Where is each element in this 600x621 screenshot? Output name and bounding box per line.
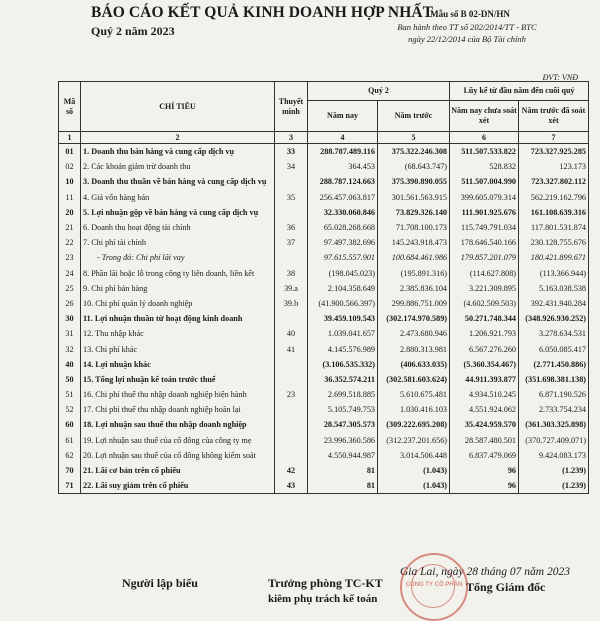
col-header-quarter-prev-year: Năm trước bbox=[378, 101, 450, 132]
row-ytd-prev-year: 723.327.925.285 bbox=[519, 144, 589, 160]
row-label: 17. Chi phí thuế thu nhập doanh nghiệp hoãn lại bbox=[81, 402, 275, 417]
row-note: 36 bbox=[275, 220, 308, 235]
row-code: 26 bbox=[59, 296, 81, 311]
row-ytd-this-year: 35.424.959.570 bbox=[450, 417, 519, 432]
row-quarter-prev-year: (195.891.316) bbox=[378, 266, 450, 281]
form-regulation: Ban hành theo TT số 202/2014/TT - BTC bbox=[397, 22, 537, 32]
row-note bbox=[275, 402, 308, 417]
col-number: 2 bbox=[81, 132, 275, 144]
row-code: 60 bbox=[59, 417, 81, 432]
row-quarter-prev-year: 1.030.416.103 bbox=[378, 402, 450, 417]
row-code: 20 bbox=[59, 205, 81, 220]
col-header-ytd-this-year: Năm nay chưa soát xét bbox=[450, 101, 519, 132]
row-note: 39.b bbox=[275, 296, 308, 311]
table-row bbox=[59, 478, 589, 494]
row-ytd-prev-year: (348.926.930.252) bbox=[519, 311, 589, 326]
col-header-quarter: Quý 2 bbox=[308, 82, 450, 101]
row-code: 23 bbox=[59, 250, 81, 265]
row-code: 30 bbox=[59, 311, 81, 326]
row-code: 61 bbox=[59, 433, 81, 448]
row-quarter-prev-year: 5.610.675.481 bbox=[378, 387, 450, 402]
col-header-ytd-prev-year: Năm trước đã soát xét bbox=[519, 101, 589, 132]
row-quarter-this-year: 97.615.557.901 bbox=[308, 250, 378, 265]
row-ytd-prev-year: 392.431.940.284 bbox=[519, 296, 589, 311]
row-quarter-this-year: (41.900.566.397) bbox=[308, 296, 378, 311]
row-ytd-this-year: 511.507.004.990 bbox=[450, 174, 519, 189]
row-ytd-prev-year: 562.219.162.796 bbox=[519, 190, 589, 205]
row-label: 14. Lợi nhuận khác bbox=[81, 357, 275, 372]
row-quarter-prev-year: (312.237.201.656) bbox=[378, 433, 450, 448]
income-statement-table bbox=[58, 81, 589, 494]
col-number: 5 bbox=[378, 132, 450, 144]
col-header-note: Thuyết minh bbox=[275, 82, 308, 132]
row-quarter-this-year: 4.550.944.987 bbox=[308, 448, 378, 463]
row-quarter-prev-year: (302.581.603.624) bbox=[378, 372, 450, 387]
col-number: 1 bbox=[59, 132, 81, 144]
row-ytd-prev-year: 6.050.085.417 bbox=[519, 341, 589, 356]
row-ytd-prev-year: (361.303.325.898) bbox=[519, 417, 589, 432]
col-header-ytd: Lũy kế từ đầu năm đến cuối quý bbox=[450, 82, 589, 101]
row-code: 52 bbox=[59, 402, 81, 417]
row-code: 24 bbox=[59, 266, 81, 281]
row-note bbox=[275, 311, 308, 326]
row-note bbox=[275, 174, 308, 189]
row-ytd-this-year: 96 bbox=[450, 463, 519, 478]
row-note: 42 bbox=[275, 463, 308, 478]
table-row bbox=[59, 372, 589, 387]
row-label: 13. Chi phí khác bbox=[81, 341, 275, 356]
row-note bbox=[275, 357, 308, 372]
row-quarter-prev-year: 301.561.563.915 bbox=[378, 190, 450, 205]
table-row bbox=[59, 235, 589, 250]
row-quarter-prev-year: 2.473.680.946 bbox=[378, 326, 450, 341]
row-ytd-this-year: 179.857.201.079 bbox=[450, 250, 519, 265]
row-code: 11 bbox=[59, 190, 81, 205]
seal-text: CÔNG TY CỔ PHẦN bbox=[405, 582, 463, 588]
row-quarter-prev-year: (1.043) bbox=[378, 463, 450, 478]
table-row bbox=[59, 220, 589, 235]
row-note bbox=[275, 433, 308, 448]
row-ytd-prev-year: 230.128.755.676 bbox=[519, 235, 589, 250]
table-row bbox=[59, 402, 589, 417]
table-row bbox=[59, 190, 589, 205]
row-note bbox=[275, 448, 308, 463]
row-quarter-this-year: 36.352.574.211 bbox=[308, 372, 378, 387]
row-quarter-this-year: 288.787.124.663 bbox=[308, 174, 378, 189]
row-note: 41 bbox=[275, 341, 308, 356]
table-row bbox=[59, 266, 589, 281]
row-code: 62 bbox=[59, 448, 81, 463]
row-ytd-this-year: 44.911.393.877 bbox=[450, 372, 519, 387]
col-number: 7 bbox=[519, 132, 589, 144]
company-seal bbox=[400, 553, 468, 621]
row-note: 39.a bbox=[275, 281, 308, 296]
row-label: 19. Lợi nhuận sau thuế của cổ đông của công ty mẹ bbox=[81, 433, 275, 448]
row-ytd-this-year: 511.507.533.822 bbox=[450, 144, 519, 160]
row-label: 12. Thu nhập khác bbox=[81, 326, 275, 341]
row-ytd-this-year: 399.605.079.314 bbox=[450, 190, 519, 205]
row-ytd-prev-year: 180.421.899.671 bbox=[519, 250, 589, 265]
signature-chief-accountant-sub: kiêm phụ trách kế toán bbox=[268, 593, 378, 605]
signature-director: Tổng Giám đốc bbox=[466, 580, 546, 594]
row-quarter-prev-year: 100.684.461.986 bbox=[378, 250, 450, 265]
row-ytd-prev-year: 5.163.038.538 bbox=[519, 281, 589, 296]
row-note: 40 bbox=[275, 326, 308, 341]
col-header-code: Mã số bbox=[59, 82, 81, 132]
row-quarter-this-year: 81 bbox=[308, 463, 378, 478]
row-note bbox=[275, 250, 308, 265]
row-ytd-prev-year: (113.366.944) bbox=[519, 266, 589, 281]
row-ytd-this-year: 4.934.510.245 bbox=[450, 387, 519, 402]
row-note: 35 bbox=[275, 190, 308, 205]
row-label: 6. Doanh thu hoạt động tài chính bbox=[81, 220, 275, 235]
row-note bbox=[275, 372, 308, 387]
row-label: 21. Lãi cơ bản trên cổ phiếu bbox=[81, 463, 275, 478]
row-label: 10. Chi phí quản lý doanh nghiệp bbox=[81, 296, 275, 311]
row-ytd-prev-year: 3.278.634.531 bbox=[519, 326, 589, 341]
row-label: 8. Phần lãi hoặc lỗ trong công ty liên doanh, liên kết bbox=[81, 266, 275, 281]
row-code: 71 bbox=[59, 478, 81, 494]
table-row bbox=[59, 433, 589, 448]
row-ytd-this-year: 1.206.921.793 bbox=[450, 326, 519, 341]
table-row bbox=[59, 357, 589, 372]
row-ytd-this-year: 3.221.309.895 bbox=[450, 281, 519, 296]
row-quarter-this-year: 1.039.041.657 bbox=[308, 326, 378, 341]
row-quarter-prev-year: (302.174.970.589) bbox=[378, 311, 450, 326]
table-row bbox=[59, 205, 589, 220]
row-quarter-this-year: 256.457.063.817 bbox=[308, 190, 378, 205]
row-quarter-this-year: 5.105.749.753 bbox=[308, 402, 378, 417]
row-quarter-this-year: 81 bbox=[308, 478, 378, 494]
row-ytd-prev-year: (1.239) bbox=[519, 478, 589, 494]
col-header-quarter-this-year: Năm nay bbox=[308, 101, 378, 132]
row-ytd-prev-year: (351.698.381.138) bbox=[519, 372, 589, 387]
row-ytd-this-year: 4.551.924.062 bbox=[450, 402, 519, 417]
row-quarter-prev-year: (406.633.035) bbox=[378, 357, 450, 372]
row-ytd-this-year: 50.271.748.344 bbox=[450, 311, 519, 326]
row-code: 70 bbox=[59, 463, 81, 478]
row-label: 22. Lãi suy giảm trên cổ phiếu bbox=[81, 478, 275, 494]
row-ytd-this-year: (114.627.808) bbox=[450, 266, 519, 281]
report-title: BÁO CÁO KẾT QUẢ KINH DOANH HỢP NHẤT bbox=[91, 4, 434, 21]
table-row bbox=[59, 448, 589, 463]
col-number: 6 bbox=[450, 132, 519, 144]
row-code: 25 bbox=[59, 281, 81, 296]
row-label: 4. Giá vốn hàng bán bbox=[81, 190, 275, 205]
row-quarter-this-year: 65.028.268.668 bbox=[308, 220, 378, 235]
row-code: 10 bbox=[59, 174, 81, 189]
table-row bbox=[59, 341, 589, 356]
row-note: 33 bbox=[275, 144, 308, 160]
row-label: 7. Chi phí tài chính bbox=[81, 235, 275, 250]
row-code: 22 bbox=[59, 235, 81, 250]
row-quarter-prev-year: 299.886.751.009 bbox=[378, 296, 450, 311]
currency-unit: ĐVT: VNĐ bbox=[542, 73, 578, 82]
row-quarter-this-year: 32.330.060.846 bbox=[308, 205, 378, 220]
row-ytd-this-year: 111.901.925.676 bbox=[450, 205, 519, 220]
row-ytd-prev-year: (370.727.409.071) bbox=[519, 433, 589, 448]
signature-location-date: Gia Lai, ngày 28 tháng 07 năm 2023 bbox=[400, 566, 570, 578]
row-quarter-this-year: 97.497.382.696 bbox=[308, 235, 378, 250]
table-row bbox=[59, 159, 589, 174]
form-code: Mẫu số B 02-DN/HN bbox=[430, 9, 510, 19]
row-label: 18. Lợi nhuận sau thuế thu nhập doanh nghiệp bbox=[81, 417, 275, 432]
row-label: 9. Chi phí bán hàng bbox=[81, 281, 275, 296]
table-row bbox=[59, 417, 589, 432]
row-ytd-this-year: 6.837.479.069 bbox=[450, 448, 519, 463]
row-quarter-this-year: 2.104.358.649 bbox=[308, 281, 378, 296]
row-label: 16. Chi phí thuế thu nhập doanh nghiệp hiện hành bbox=[81, 387, 275, 402]
col-number: 3 bbox=[275, 132, 308, 144]
row-note: 34 bbox=[275, 159, 308, 174]
row-ytd-prev-year: (2.771.450.886) bbox=[519, 357, 589, 372]
row-ytd-this-year: (5.360.354.467) bbox=[450, 357, 519, 372]
row-code: 31 bbox=[59, 326, 81, 341]
row-note: 38 bbox=[275, 266, 308, 281]
row-note: 23 bbox=[275, 387, 308, 402]
row-label: 15. Tổng lợi nhuận kế toán trước thuế bbox=[81, 372, 275, 387]
row-quarter-prev-year: 3.014.506.448 bbox=[378, 448, 450, 463]
row-ytd-prev-year: 6.871.190.526 bbox=[519, 387, 589, 402]
row-label: - Trong đó: Chi phí lãi vay bbox=[81, 250, 275, 265]
row-code: 01 bbox=[59, 144, 81, 160]
row-quarter-prev-year: 2.880.313.981 bbox=[378, 341, 450, 356]
row-quarter-this-year: 288.787.489.116 bbox=[308, 144, 378, 160]
row-code: 51 bbox=[59, 387, 81, 402]
row-quarter-this-year: 364.453 bbox=[308, 159, 378, 174]
table-row bbox=[59, 250, 589, 265]
row-quarter-this-year: 2.699.518.885 bbox=[308, 387, 378, 402]
table-row bbox=[59, 174, 589, 189]
row-code: 32 bbox=[59, 341, 81, 356]
row-quarter-this-year: (198.045.023) bbox=[308, 266, 378, 281]
row-ytd-prev-year: 9.424.083.173 bbox=[519, 448, 589, 463]
row-ytd-prev-year: 161.108.639.316 bbox=[519, 205, 589, 220]
table-row bbox=[59, 281, 589, 296]
row-note: 37 bbox=[275, 235, 308, 250]
row-label: 11. Lợi nhuận thuần từ hoạt động kinh doanh bbox=[81, 311, 275, 326]
row-code: 40 bbox=[59, 357, 81, 372]
row-ytd-prev-year: 2.733.754.234 bbox=[519, 402, 589, 417]
table-row bbox=[59, 296, 589, 311]
row-label: 20. Lợi nhuận sau thuế của cổ đông không kiểm soát bbox=[81, 448, 275, 463]
row-ytd-prev-year: 723.327.802.112 bbox=[519, 174, 589, 189]
row-quarter-prev-year: (68.643.747) bbox=[378, 159, 450, 174]
row-label: 5. Lợi nhuận gộp về bán hàng và cung cấp dịch vụ bbox=[81, 205, 275, 220]
row-note: 43 bbox=[275, 478, 308, 494]
col-header-item: CHỈ TIÊU bbox=[81, 82, 275, 132]
row-quarter-prev-year: 2.385.836.104 bbox=[378, 281, 450, 296]
row-quarter-prev-year: (1.043) bbox=[378, 478, 450, 494]
table-row bbox=[59, 144, 589, 160]
row-label: 1. Doanh thu bán hàng và cung cấp dịch vụ bbox=[81, 144, 275, 160]
row-ytd-prev-year: (1.239) bbox=[519, 463, 589, 478]
report-period: Quý 2 năm 2023 bbox=[91, 24, 175, 38]
row-note bbox=[275, 205, 308, 220]
row-ytd-this-year: 178.646.540.166 bbox=[450, 235, 519, 250]
row-quarter-this-year: 23.996.360.586 bbox=[308, 433, 378, 448]
col-number: 4 bbox=[308, 132, 378, 144]
row-ytd-this-year: 115.749.791.034 bbox=[450, 220, 519, 235]
form-regulation-date: ngày 22/12/2014 của Bộ Tài chính bbox=[408, 34, 526, 44]
row-ytd-this-year: 6.567.276.260 bbox=[450, 341, 519, 356]
row-code: 21 bbox=[59, 220, 81, 235]
row-ytd-this-year: (4.602.509.503) bbox=[450, 296, 519, 311]
signature-chief-accountant: Trưởng phòng TC-KT bbox=[268, 576, 383, 590]
row-quarter-prev-year: 375.322.246.308 bbox=[378, 144, 450, 160]
signature-preparer: Người lập biểu bbox=[122, 576, 198, 590]
row-quarter-this-year: (3.106.535.332) bbox=[308, 357, 378, 372]
row-ytd-this-year: 96 bbox=[450, 478, 519, 494]
table-row bbox=[59, 387, 589, 402]
row-ytd-prev-year: 117.801.531.874 bbox=[519, 220, 589, 235]
table-row bbox=[59, 326, 589, 341]
row-quarter-prev-year: 145.243.918.473 bbox=[378, 235, 450, 250]
row-quarter-prev-year: 73.829.326.140 bbox=[378, 205, 450, 220]
row-ytd-this-year: 28.587.480.501 bbox=[450, 433, 519, 448]
row-quarter-this-year: 39.459.109.543 bbox=[308, 311, 378, 326]
row-quarter-this-year: 28.547.305.573 bbox=[308, 417, 378, 432]
row-quarter-this-year: 4.145.576.989 bbox=[308, 341, 378, 356]
row-code: 50 bbox=[59, 372, 81, 387]
table-row bbox=[59, 463, 589, 478]
table-body bbox=[59, 144, 589, 494]
row-label: 3. Doanh thu thuần về bán hàng và cung cấp dịch vụ bbox=[81, 174, 275, 189]
row-label: 2. Các khoản giảm trừ doanh thu bbox=[81, 159, 275, 174]
table-row bbox=[59, 311, 589, 326]
row-ytd-prev-year: 123.173 bbox=[519, 159, 589, 174]
row-quarter-prev-year: 71.708.100.173 bbox=[378, 220, 450, 235]
row-code: 02 bbox=[59, 159, 81, 174]
row-note bbox=[275, 417, 308, 432]
row-ytd-this-year: 528.832 bbox=[450, 159, 519, 174]
row-quarter-prev-year: 375.390.890.055 bbox=[378, 174, 450, 189]
row-quarter-prev-year: (309.222.695.208) bbox=[378, 417, 450, 432]
